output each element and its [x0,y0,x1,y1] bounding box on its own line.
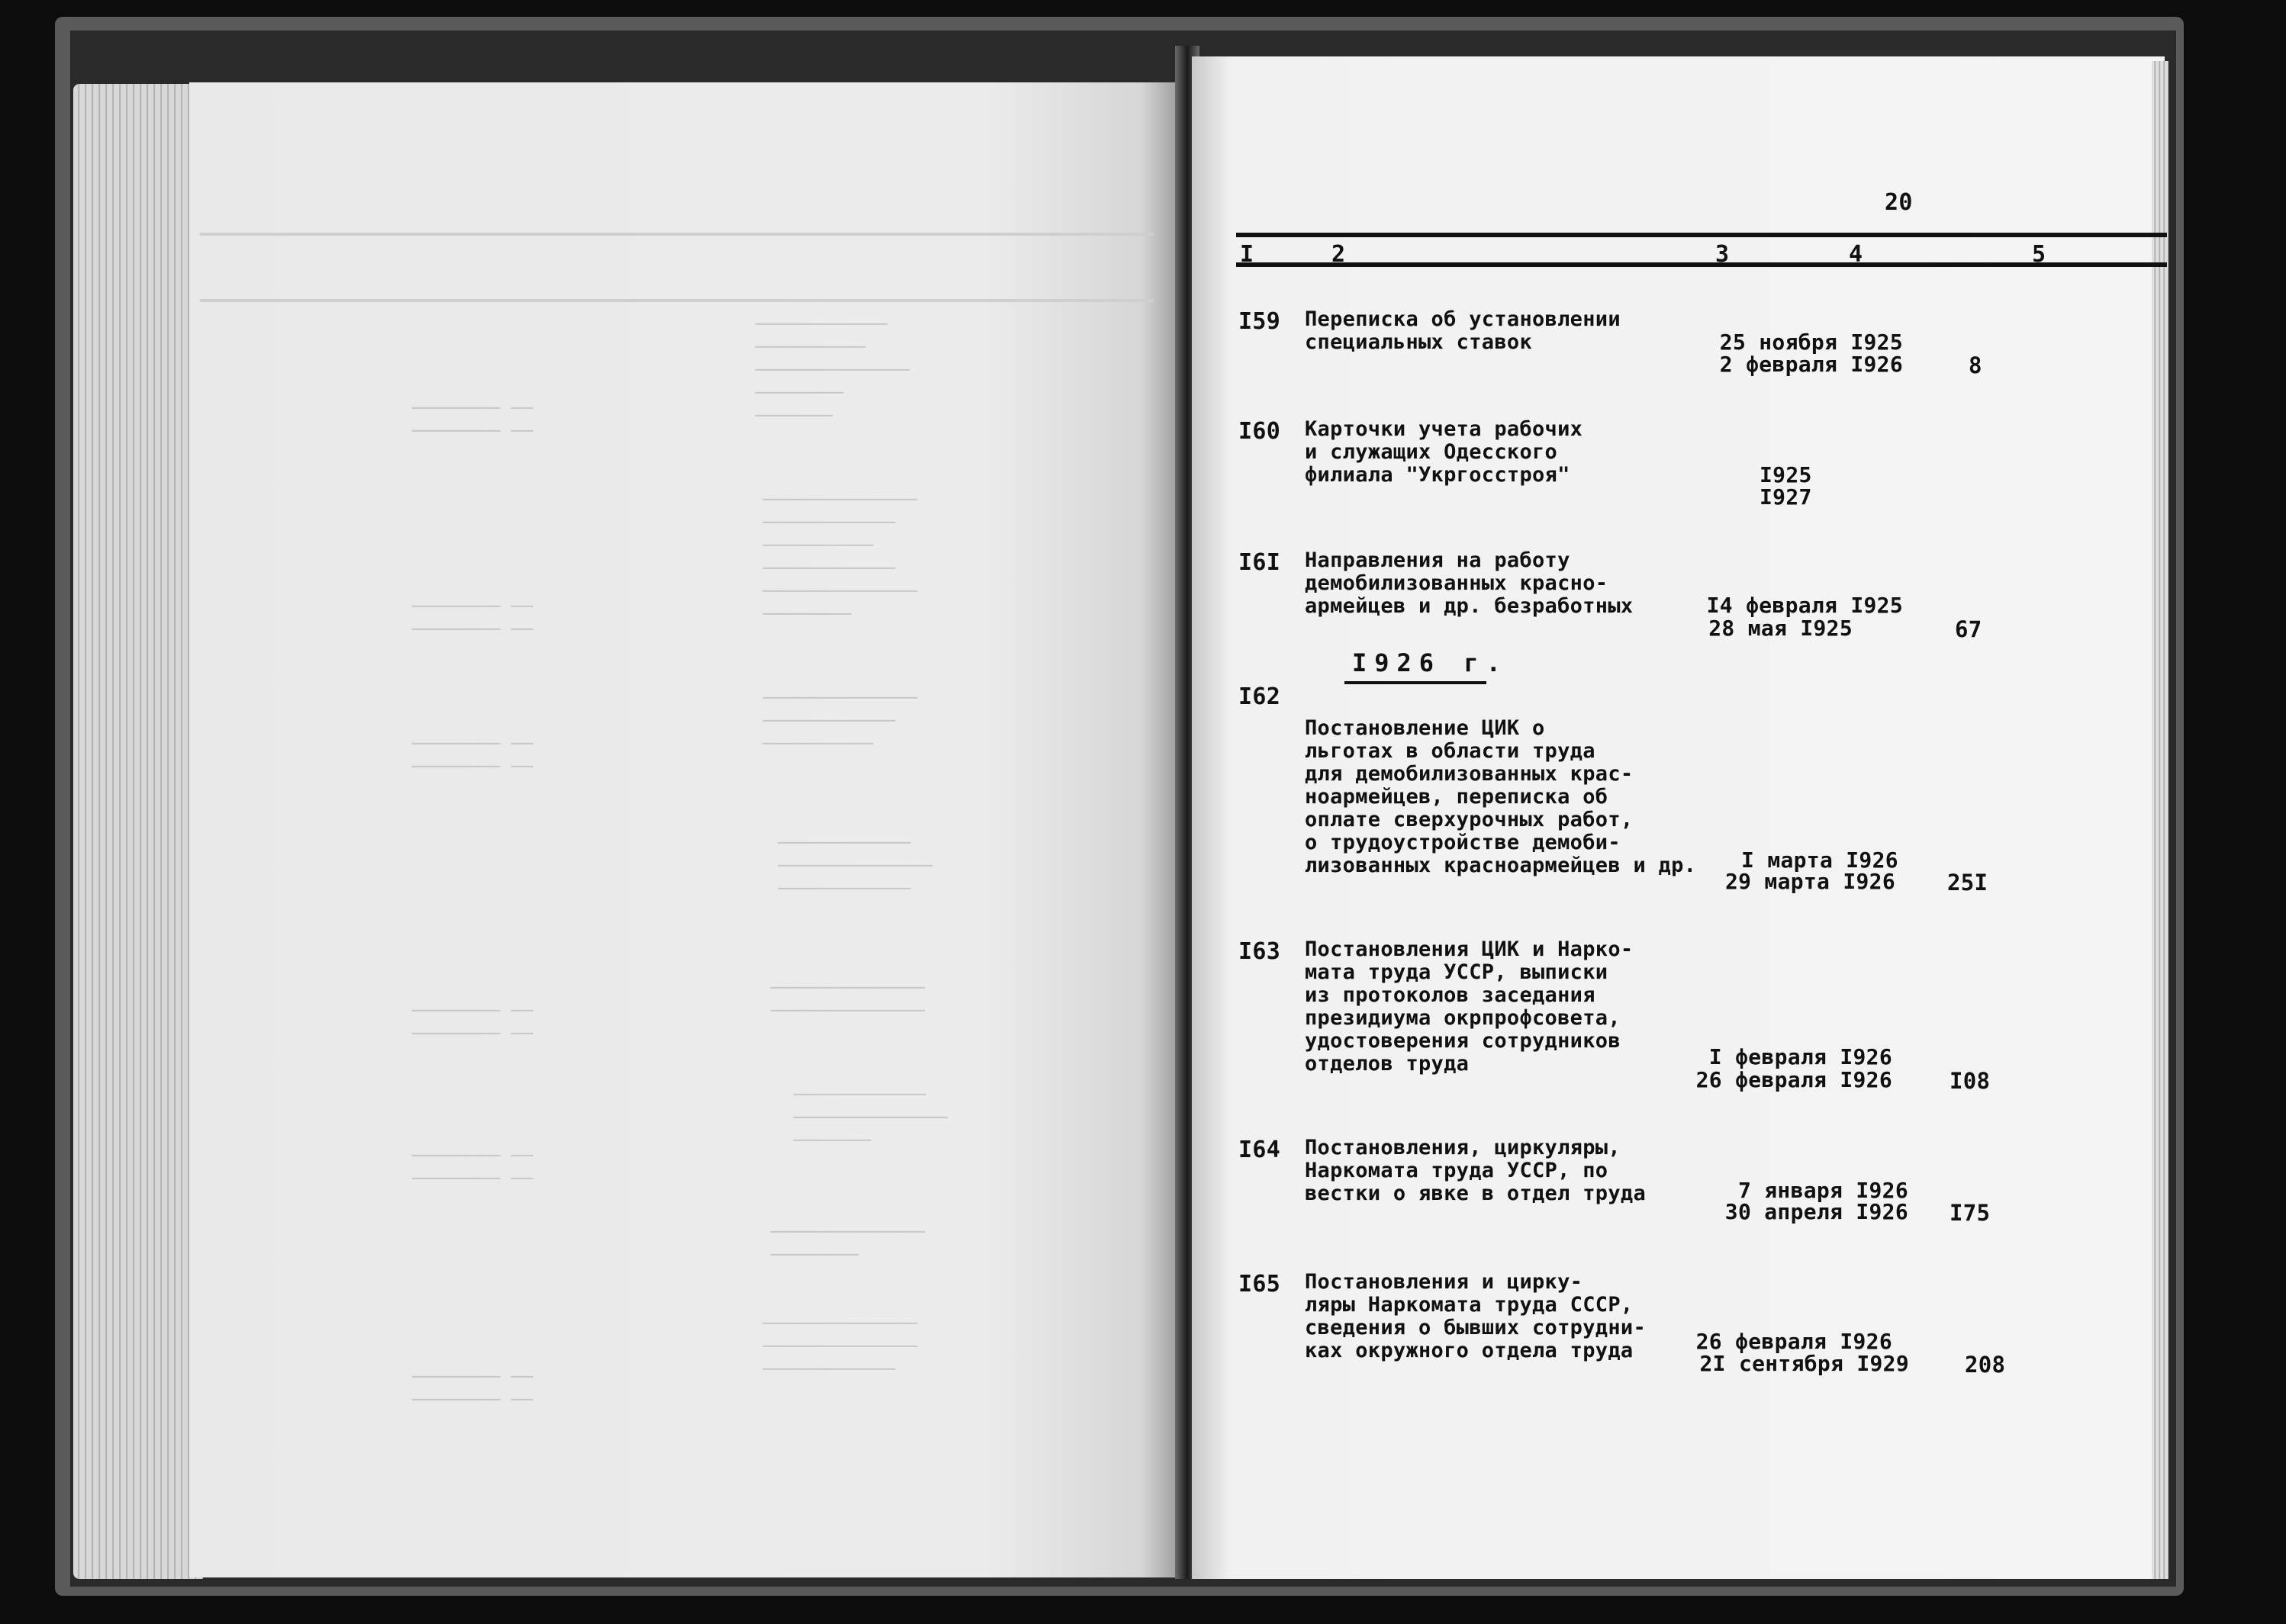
entry-description: Постановления, циркуляры, Наркомата труда УССР, по вестки о явке в отдел труда [1305,1136,1646,1205]
left-page-show-through-rule [200,233,1154,236]
left-page-show-through-text: ────────────── ────────────── [771,977,926,1021]
entry-number: I65 [1238,1271,1281,1298]
entry-date-start: 26 февраля I926 [1695,1329,1892,1354]
entry-date-end: 2 февраля I926 [1719,352,1903,377]
column-header-sheets: 5 [2032,241,2046,268]
entry-number: I60 [1238,418,1281,445]
year-heading: I926 г. [1352,648,1508,677]
entry-description: Карточки учета рабочих и служащих Одесского филиала "Укргосстроя" [1305,417,1583,487]
entry-date-end: 28 мая I925 [1708,616,1853,641]
entry-date-end: 30 апреля I926 [1724,1199,1908,1224]
entry-date-end: I927 [1760,484,1812,510]
left-page-show-through-dates: ──────── ── ──────── ── [412,1366,533,1410]
column-header-dates-end: 4 [1849,241,1863,268]
entry-description: Постановления и цирку- ляры Наркомата труда СССР, сведения о бывших сотрудни- ках окружного отдела труда [1305,1270,1646,1362]
entry-number: I62 [1238,683,1281,710]
entry-date-end: 26 февраля I926 [1695,1067,1892,1092]
entry-number: I64 [1238,1137,1281,1163]
entry-sheets: I75 [1950,1200,1991,1226]
left-page-show-through-text: ──────────── ────────────── ─────── [794,1084,948,1151]
entry-date-end: 2I сентября I929 [1699,1351,1909,1376]
entry-number: I63 [1238,938,1281,965]
left-page-show-through-text: ────────────── ──────────── ────────── ──────────── ────────────── ──────── [763,489,918,625]
entry-sheets: 67 [1955,616,1982,642]
entry-date-start: I февраля I926 [1708,1044,1892,1069]
entry-date-end: 29 марта I926 [1724,869,1895,894]
column-header-dates-start: 3 [1715,241,1730,268]
entry-description: Переписка об установлении специальных ставок [1305,307,1621,354]
entry-sheets: I08 [1950,1068,1991,1094]
left-page-show-through-rule [200,299,1154,302]
left-page-show-through-dates: ──────── ── ──────── ── [412,1000,533,1044]
left-page-show-through-text: ────────────── ──────── [771,1221,926,1265]
entry-description: Постановление ЦИК о льготах в области труда для демобилизованных крас- ноармейцев, переписка об оплате сверхурочных работ, о трудоустройстве демоби- лизованных красноармейцев и др. [1305,716,1697,877]
left-page-show-through-dates: ──────── ── ──────── ── [412,733,533,777]
entry-sheets: 8 [1969,352,1982,378]
entry-number: I6I [1238,549,1281,576]
left-page-show-through-text: ──────────── ────────── ────────────── ──────── ─────── [755,314,910,426]
left-page-show-through-dates: ──────── ── ──────── ── [412,1145,533,1189]
left-page-show-through-dates: ──────── ── ──────── ── [412,596,533,640]
left-page [189,82,1181,1577]
entry-description: Постановления ЦИК и Нарко- мата труда УССР, выписки из протоколов заседания президиума окрпрофсовета, удостоверения сотрудников отделов труда [1305,937,1634,1076]
left-page-show-through-text: ────────────── ────────────── ──────────── [763,1313,918,1380]
column-header-description: 2 [1331,241,1346,268]
table-header-rule-bottom [1236,262,2167,267]
entry-sheets: 25I [1947,870,1988,896]
entry-number: I59 [1238,308,1281,335]
page-stack-right [2152,61,2168,1579]
year-heading-underline [1344,681,1486,684]
table-header-rule-top [1236,233,2167,237]
entry-date-start: I925 [1760,462,1812,487]
entry-sheets: 208 [1965,1352,2006,1378]
left-page-show-through-text: ──────────── ────────────── ──────────── [778,832,933,899]
entry-date-start: 25 ноября I925 [1719,330,1903,355]
entry-date-start: 7 января I926 [1737,1178,1908,1203]
page-stack-left [73,84,203,1579]
page-number: 20 [1885,189,1913,216]
entry-date-start: I марта I926 [1741,847,1898,873]
entry-description: Направления на работу демобилизованных красно- армейцев и др. безработных [1305,548,1634,618]
left-page-show-through-dates: ──────── ── ──────── ── [412,397,533,442]
column-header-number: I [1240,241,1254,268]
left-page-show-through-text: ────────────── ──────────── ────────── [763,687,918,754]
entry-date-start: I4 февраля I925 [1706,593,1903,618]
